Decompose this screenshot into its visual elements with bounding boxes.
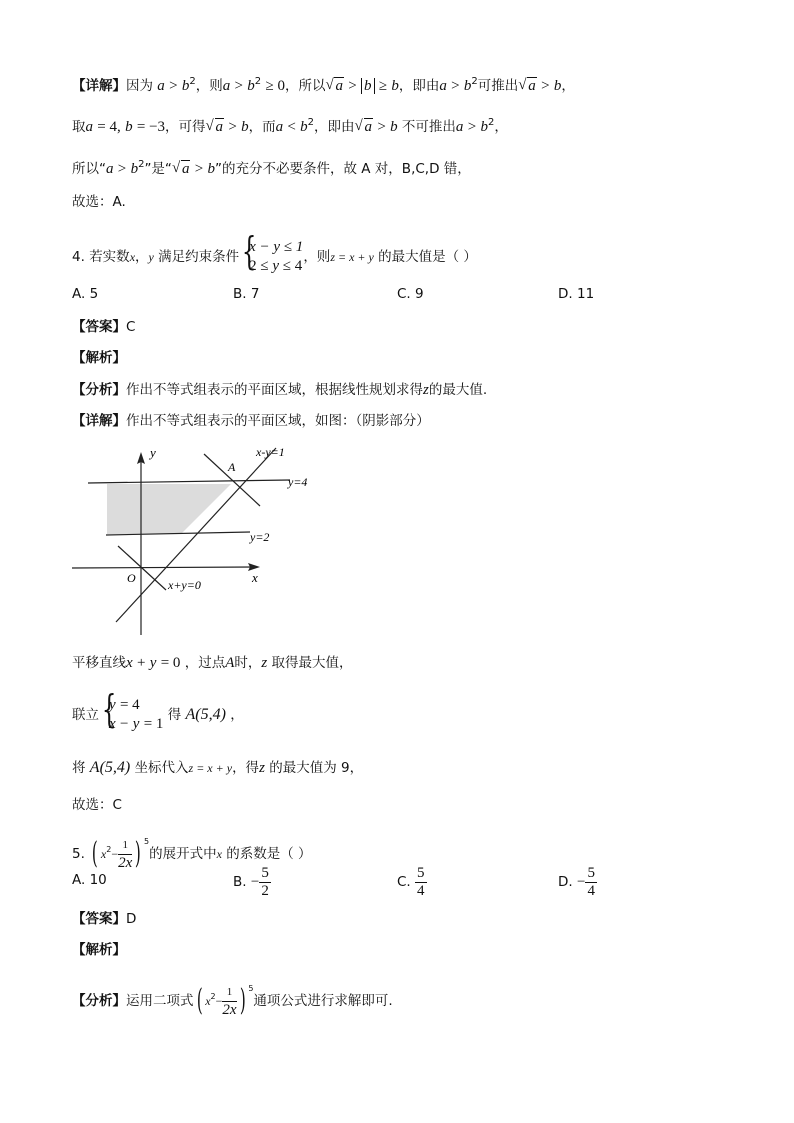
label-y-2: y=2 (250, 530, 270, 544)
q4-stem: 4. 若实数x，y 满足约束条件 { x − y ≤ 1 2 ≤ y ≤ 4 ，则z = x + y 的最大值是（ ） (72, 236, 477, 278)
q4-fenxi: 【分析】作出不等式组表示的平面区域，根据线性规划求得z的最大值. (72, 382, 488, 398)
q5-option-d: D. − $\frac{5}{4}$ (558, 864, 595, 899)
q3-choice: 故选：A. (72, 194, 126, 210)
detail-label: 【详解】 (72, 78, 126, 94)
q5-option-a: A. 10 (72, 872, 107, 888)
q3-detail-line3: 所以“$a > b^2$”是“√ a > b”的充分不必要条件，故 A 对，B,C,D 错， (72, 155, 471, 179)
y-axis-label: y (150, 445, 156, 460)
q4-shift: 平移直线x + y = 0 ，过点A时，z 取得最大值， (72, 655, 353, 671)
shaded-region (107, 484, 231, 534)
x-axis-label: x (252, 570, 258, 585)
x-axis (72, 567, 254, 568)
origin-label: O (127, 571, 136, 585)
q4-analysis-label: 【解析】 (72, 350, 126, 366)
q5-option-c: C. $\frac{5}{4}$ (397, 864, 425, 899)
feasible-region-graph (68, 440, 328, 640)
q5-fenxi: 【分析】运用二项式( $x^2-$ $\frac{1}{2x}$ ) $^5$通项公式进行求解即可. (72, 983, 393, 1018)
q3-detail-line2: 取a = 4, b = −3，可得√ a > b，而$a < b^2$，即由√ a > b 不可推出$a > b^2$， (72, 113, 508, 137)
q4-option-c: C. 9 (397, 286, 424, 302)
q5-stem: 5. ( $x^2-$ $\frac{1}{2x}$ ) $^5$的展开式中x 的系数是（ ） (72, 836, 312, 871)
label-y-4: y=4 (288, 475, 308, 489)
q4-option-b: B. 7 (233, 286, 260, 302)
q5-answer: 【答案】D (72, 911, 137, 927)
y-equals-4-line (88, 480, 290, 483)
q4-detail: 【详解】作出不等式组表示的平面区域，如图：（阴影部分） (72, 413, 430, 429)
q5-analysis-label: 【解析】 (72, 942, 126, 958)
q4-substitute: 将 A(5,4) 坐标代入z = x + y，得z 的最大值为 9， (72, 759, 364, 776)
q4-option-d: D. 11 (558, 286, 595, 302)
constraint-system: { x − y ≤ 1 2 ≤ y ≤ 4 (239, 238, 303, 276)
q3-detail-line1: 【详解】因为 $a > b^2$，则$a > b^2 \ge 0$，所以√ a > b ≥ b，即由$a > b^2$可推出√ a > b， (72, 72, 575, 96)
label-x-plus-y: x+y=0 (168, 578, 201, 592)
q4-lianli: 联立 { y = 4 x − y = 1 得 A(5,4) ， (72, 694, 244, 736)
q4-answer: 【答案】C (72, 319, 136, 335)
system-solve: { y = 4 x − y = 1 (99, 696, 163, 734)
point-a-label: A (228, 460, 236, 474)
q5-option-b: B. − $\frac{5}{2}$ (233, 864, 269, 899)
q4-choice: 故选：C (72, 797, 122, 813)
q4-option-a: A. 5 (72, 286, 99, 302)
label-x-minus-y: x-y=1 (256, 445, 285, 459)
